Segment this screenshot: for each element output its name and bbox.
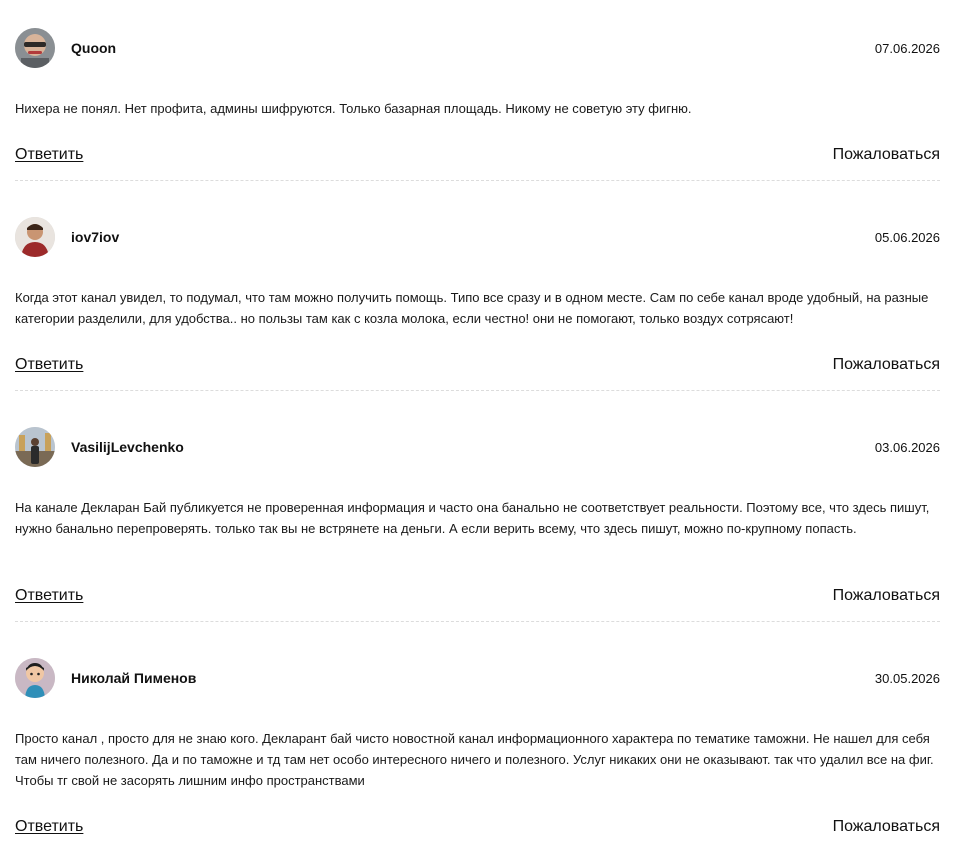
comment-actions [15,585,940,607]
comment-actions [15,354,940,376]
user-avatar-icon[interactable] [15,28,55,68]
report-link[interactable]: Пожаловаться [832,818,940,835]
user-avatar-icon[interactable] [15,217,55,257]
comment-item [15,217,940,391]
comment-item [15,427,940,622]
user-avatar-icon[interactable] [15,427,55,467]
comment-date: 07.06.2026 [874,41,940,56]
comment-date: 05.06.2026 [874,230,940,245]
comment-item [15,658,940,838]
comment-header [15,28,940,68]
comment-actions [15,144,940,166]
comment-author: Quoon [71,40,117,56]
reply-link[interactable]: Ответить [15,356,84,373]
comment-item [15,28,940,181]
comment-text: На канале Декларан Бай публикуется не проверенная информация и часто она банально не соответствует реальности. Поэтому все, что здесь пишут, нужно банально перепроверять. только так вы не встрянете на деньги. А если верить всему, что здесь пишут, можно по-крупному попасть. [15,500,930,536]
reply-link[interactable]: Ответить [15,146,84,163]
comment-author: VasilijLevchenko [71,439,184,455]
report-link[interactable]: Пожаловаться [832,587,940,604]
report-link[interactable]: Пожаловаться [832,146,940,163]
comment-header [15,427,940,467]
reply-link[interactable]: Ответить [15,587,84,604]
comment-date: 30.05.2026 [874,671,940,686]
comment-author: Николай Пименов [71,670,197,686]
comment-text: Просто канал , просто для не знаю кого. Декларант бай чисто новостной канал информационного характера по тематике таможни. Не нашел для себя там ничего полезного. Да и по таможне и тд там нет особо интересного ничего и полезного. Услуг никаких они не оказывают. так что удалил все на фиг. Чтобы тг свой не засорять лишним инфо пространствами [15,731,934,788]
comment-text: Когда этот канал увидел, то подумал, что там можно получить помощь. Типо все сразу и в одном месте. Сам по себе канал вроде удобный, на разные категории разделили, для удобства.. но пользы там как с козла молока, если честно! они не помогают, только воздух сотрясают! [15,290,929,326]
reply-link[interactable]: Ответить [15,818,84,835]
report-link[interactable]: Пожаловаться [832,356,940,373]
comment-actions [15,816,940,838]
comment-header [15,217,940,257]
comment-header [15,658,940,698]
comment-date: 03.06.2026 [874,440,940,455]
comment-text: Нихера не понял. Нет профита, админы шифруются. Только базарная площадь. Никому не советую эту фигню. [15,101,692,116]
comment-author: iov7iov [71,229,120,245]
cartoon-avatar-icon[interactable] [15,658,55,698]
